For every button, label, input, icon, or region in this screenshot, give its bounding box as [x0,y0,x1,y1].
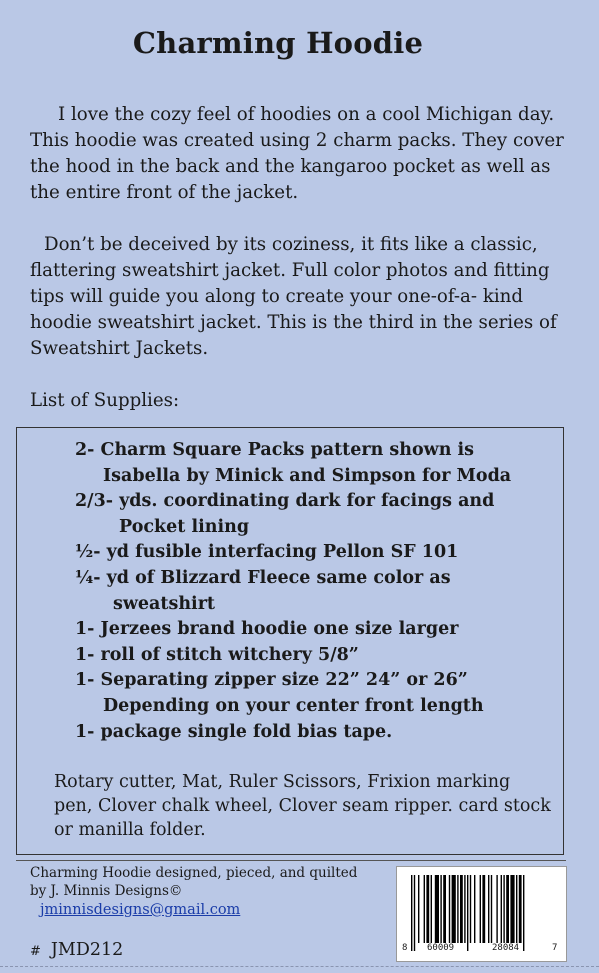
barcode-bar [470,875,471,943]
list-item: 1- Jerzees brand hoodie one size larger [75,619,459,640]
barcode-bar [443,875,446,943]
barcode-bar [503,875,504,943]
barcode-bar [435,875,439,943]
barcode-bar [501,875,502,943]
barcode [396,866,567,962]
supplies-list [75,438,555,745]
list-item: ¼- yd of Blizzard Fleece same color as sweatshirt [75,567,451,614]
barcode-bar [474,875,475,943]
barcode-bar [480,875,481,943]
barcode-digits: 8 60009 28084 7 [402,943,558,953]
footer-divider [16,860,566,861]
list-item: ½- yd fusible interfacing Pellon SF 101 [75,542,459,563]
barcode-bar [460,875,463,943]
barcode-bar [496,875,497,943]
supplies-box [16,427,564,855]
barcode-bar [414,875,415,951]
email-link[interactable]: jminnisdesigns@gmail.com [40,902,241,918]
barcode-bar [452,875,456,943]
description-paragraph: Don’t be deceived by its coziness, it fits like a classic, flattering sweatshirt jacket. Full color photos and fitting tips will guide you along to create your one-of-a- kind hoodie sweatshirt jacket. This is the third in the series of Sweatshirt Jackets. [30,234,557,359]
supplies-heading: List of Supplies: [30,390,180,411]
list-item: 1- Separating zipper size 22” 24” or 26” Depending on your center front length [75,670,484,716]
barcode-bar [488,875,489,943]
barcode-bar [519,875,522,943]
page-edge [0,966,599,967]
pattern-code: # JMD212 [30,940,124,960]
list-item: 1- roll of stitch witchery 5/8” [75,644,359,665]
barcode-bar [457,875,458,943]
barcode-bar [464,875,465,943]
page-title: Charming Hoodie [132,26,424,60]
barcode-bar [516,875,517,943]
barcode-bar [431,875,432,943]
barcode-bar [482,875,485,943]
barcode-bar [418,875,419,943]
barcode-bar [467,875,468,951]
barcode-bar [510,875,514,943]
barcode-bar [491,875,492,943]
intro-paragraph: I love the cozy feel of hoodies on a cool Michigan day. This hoodie was created using 2 charm packs. They cover the hood in the back and the kangaroo pocket as well as the entire front of the jacket. [30,104,564,203]
barcode-bar [449,875,450,943]
list-item: 1- package single fold bias tape. [75,721,393,742]
tools-list: Rotary cutter, Mat, Ruler Scissors, Frixion marking pen, Clover chalk wheel, Clover seam ripper. card stock or manilla folder. [54,772,551,840]
barcode-bar [440,875,441,943]
barcode-bar [506,875,509,943]
barcode-bar [523,875,524,951]
barcode-bar [424,875,425,943]
barcode-bar [426,875,429,943]
list-item: 2- Charm Square Packs pattern shown is Isabella by Minick and Simpson for Moda [75,440,512,486]
designer-credit: Charming Hoodie designed, pieced, and quilted by J. Minnis Designs© [30,865,358,899]
list-item: 2/3- yds. coordinating dark for facings and Pocket lining [75,491,495,537]
barcode-bar [411,875,412,951]
